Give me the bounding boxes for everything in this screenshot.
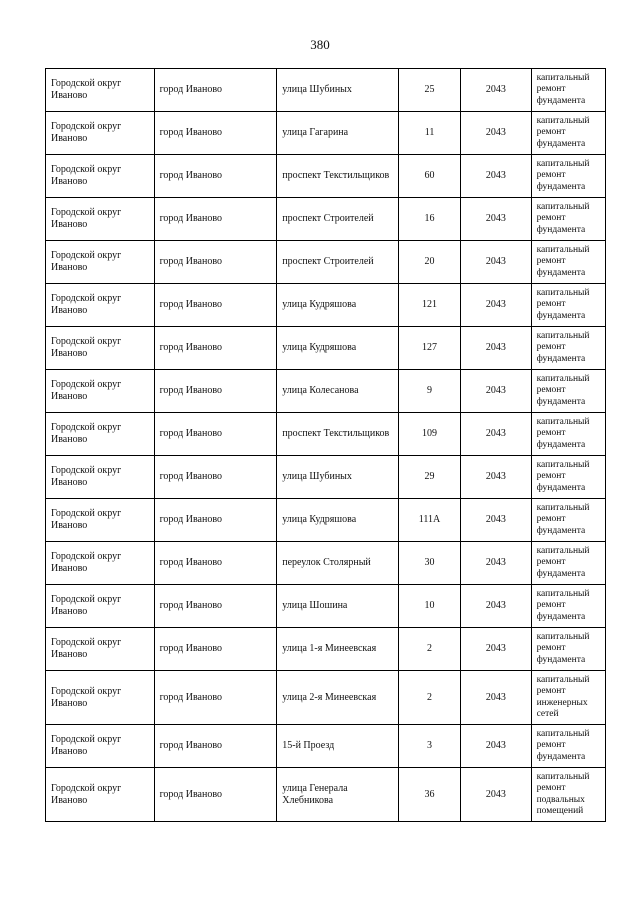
street-cell: улица Кудряшова bbox=[277, 327, 399, 370]
year-cell: 2043 bbox=[461, 112, 531, 155]
district-cell: Городской округ Иваново bbox=[46, 585, 155, 628]
year-cell: 2043 bbox=[461, 370, 531, 413]
table-body bbox=[46, 69, 606, 822]
street-cell: проспект Строителей bbox=[277, 241, 399, 284]
year-cell: 2043 bbox=[461, 499, 531, 542]
work-type-cell: капитальный ремонт фундамента bbox=[531, 542, 605, 585]
work-type-cell: капитальный ремонт подвальных помещений bbox=[531, 768, 605, 822]
year-cell: 2043 bbox=[461, 198, 531, 241]
house-number-cell: 60 bbox=[398, 155, 460, 198]
street-cell: улица Шошина bbox=[277, 585, 399, 628]
street-cell: 15-й Проезд bbox=[277, 725, 399, 768]
city-cell: город Иваново bbox=[154, 155, 277, 198]
city-cell: город Иваново bbox=[154, 628, 277, 671]
house-number-cell: 30 bbox=[398, 542, 460, 585]
city-cell: город Иваново bbox=[154, 768, 277, 822]
table-row bbox=[46, 542, 606, 585]
year-cell: 2043 bbox=[461, 542, 531, 585]
table-row bbox=[46, 370, 606, 413]
street-cell: проспект Текстильщиков bbox=[277, 155, 399, 198]
house-number-cell: 10 bbox=[398, 585, 460, 628]
city-cell: город Иваново bbox=[154, 671, 277, 725]
street-cell: улица Кудряшова bbox=[277, 284, 399, 327]
street-cell: улица 2-я Минеевская bbox=[277, 671, 399, 725]
work-type-cell: капитальный ремонт инженерных сетей bbox=[531, 671, 605, 725]
table-row bbox=[46, 112, 606, 155]
street-cell: улица Генерала Хлебникова bbox=[277, 768, 399, 822]
district-cell: Городской округ Иваново bbox=[46, 671, 155, 725]
street-cell: улица 1-я Минеевская bbox=[277, 628, 399, 671]
house-number-cell: 3 bbox=[398, 725, 460, 768]
district-cell: Городской округ Иваново bbox=[46, 499, 155, 542]
district-cell: Городской округ Иваново bbox=[46, 370, 155, 413]
year-cell: 2043 bbox=[461, 725, 531, 768]
house-number-cell: 11 bbox=[398, 112, 460, 155]
work-type-cell: капитальный ремонт фундамента bbox=[531, 370, 605, 413]
district-cell: Городской округ Иваново bbox=[46, 327, 155, 370]
work-type-cell: капитальный ремонт фундамента bbox=[531, 241, 605, 284]
table-row bbox=[46, 155, 606, 198]
city-cell: город Иваново bbox=[154, 284, 277, 327]
table-row bbox=[46, 327, 606, 370]
year-cell: 2043 bbox=[461, 284, 531, 327]
table-row bbox=[46, 241, 606, 284]
street-cell: переулок Столярный bbox=[277, 542, 399, 585]
work-type-cell: капитальный ремонт фундамента bbox=[531, 327, 605, 370]
year-cell: 2043 bbox=[461, 241, 531, 284]
year-cell: 2043 bbox=[461, 413, 531, 456]
street-cell: улица Кудряшова bbox=[277, 499, 399, 542]
work-type-cell: капитальный ремонт фундамента bbox=[531, 155, 605, 198]
city-cell: город Иваново bbox=[154, 370, 277, 413]
house-number-cell: 111А bbox=[398, 499, 460, 542]
work-type-cell: капитальный ремонт фундамента bbox=[531, 284, 605, 327]
street-cell: улица Шубиных bbox=[277, 69, 399, 112]
city-cell: город Иваново bbox=[154, 585, 277, 628]
year-cell: 2043 bbox=[461, 155, 531, 198]
city-cell: город Иваново bbox=[154, 499, 277, 542]
district-cell: Городской округ Иваново bbox=[46, 628, 155, 671]
street-cell: улица Шубиных bbox=[277, 456, 399, 499]
city-cell: город Иваново bbox=[154, 198, 277, 241]
table-row bbox=[46, 585, 606, 628]
city-cell: город Иваново bbox=[154, 69, 277, 112]
city-cell: город Иваново bbox=[154, 456, 277, 499]
table-row bbox=[46, 198, 606, 241]
street-cell: улица Гагарина bbox=[277, 112, 399, 155]
street-cell: проспект Текстильщиков bbox=[277, 413, 399, 456]
district-cell: Городской округ Иваново bbox=[46, 69, 155, 112]
work-type-cell: капитальный ремонт фундамента bbox=[531, 456, 605, 499]
district-cell: Городской округ Иваново bbox=[46, 241, 155, 284]
table-row bbox=[46, 413, 606, 456]
house-number-cell: 16 bbox=[398, 198, 460, 241]
street-cell: улица Колесанова bbox=[277, 370, 399, 413]
district-cell: Городской округ Иваново bbox=[46, 768, 155, 822]
table-row bbox=[46, 671, 606, 725]
year-cell: 2043 bbox=[461, 327, 531, 370]
house-number-cell: 109 bbox=[398, 413, 460, 456]
year-cell: 2043 bbox=[461, 671, 531, 725]
house-number-cell: 29 bbox=[398, 456, 460, 499]
house-number-cell: 2 bbox=[398, 671, 460, 725]
district-cell: Городской округ Иваново bbox=[46, 413, 155, 456]
city-cell: город Иваново bbox=[154, 725, 277, 768]
house-number-cell: 9 bbox=[398, 370, 460, 413]
table-row bbox=[46, 284, 606, 327]
house-number-cell: 127 bbox=[398, 327, 460, 370]
year-cell: 2043 bbox=[461, 628, 531, 671]
table-row bbox=[46, 725, 606, 768]
year-cell: 2043 bbox=[461, 69, 531, 112]
district-cell: Городской округ Иваново bbox=[46, 456, 155, 499]
page-number: 380 bbox=[310, 37, 330, 52]
year-cell: 2043 bbox=[461, 585, 531, 628]
work-type-cell: капитальный ремонт фундамента bbox=[531, 198, 605, 241]
district-cell: Городской округ Иваново bbox=[46, 542, 155, 585]
table-row bbox=[46, 456, 606, 499]
table-row bbox=[46, 69, 606, 112]
city-cell: город Иваново bbox=[154, 112, 277, 155]
house-number-cell: 121 bbox=[398, 284, 460, 327]
city-cell: город Иваново bbox=[154, 542, 277, 585]
district-cell: Городской округ Иваново bbox=[46, 155, 155, 198]
house-number-cell: 2 bbox=[398, 628, 460, 671]
district-cell: Городской округ Иваново bbox=[46, 198, 155, 241]
district-cell: Городской округ Иваново bbox=[46, 284, 155, 327]
work-type-cell: капитальный ремонт фундамента bbox=[531, 628, 605, 671]
table-row bbox=[46, 628, 606, 671]
city-cell: город Иваново bbox=[154, 413, 277, 456]
house-number-cell: 25 bbox=[398, 69, 460, 112]
work-type-cell: капитальный ремонт фундамента bbox=[531, 585, 605, 628]
work-type-cell: капитальный ремонт фундамента bbox=[531, 413, 605, 456]
city-cell: город Иваново bbox=[154, 241, 277, 284]
house-number-cell: 36 bbox=[398, 768, 460, 822]
year-cell: 2043 bbox=[461, 456, 531, 499]
table-row bbox=[46, 768, 606, 822]
table-row bbox=[46, 499, 606, 542]
street-cell: проспект Строителей bbox=[277, 198, 399, 241]
year-cell: 2043 bbox=[461, 768, 531, 822]
work-type-cell: капитальный ремонт фундамента bbox=[531, 69, 605, 112]
district-cell: Городской округ Иваново bbox=[46, 725, 155, 768]
house-number-cell: 20 bbox=[398, 241, 460, 284]
work-type-cell: капитальный ремонт фундамента bbox=[531, 499, 605, 542]
work-type-cell: капитальный ремонт фундамента bbox=[531, 112, 605, 155]
housing-repair-table bbox=[45, 68, 606, 822]
work-type-cell: капитальный ремонт фундамента bbox=[531, 725, 605, 768]
city-cell: город Иваново bbox=[154, 327, 277, 370]
district-cell: Городской округ Иваново bbox=[46, 112, 155, 155]
